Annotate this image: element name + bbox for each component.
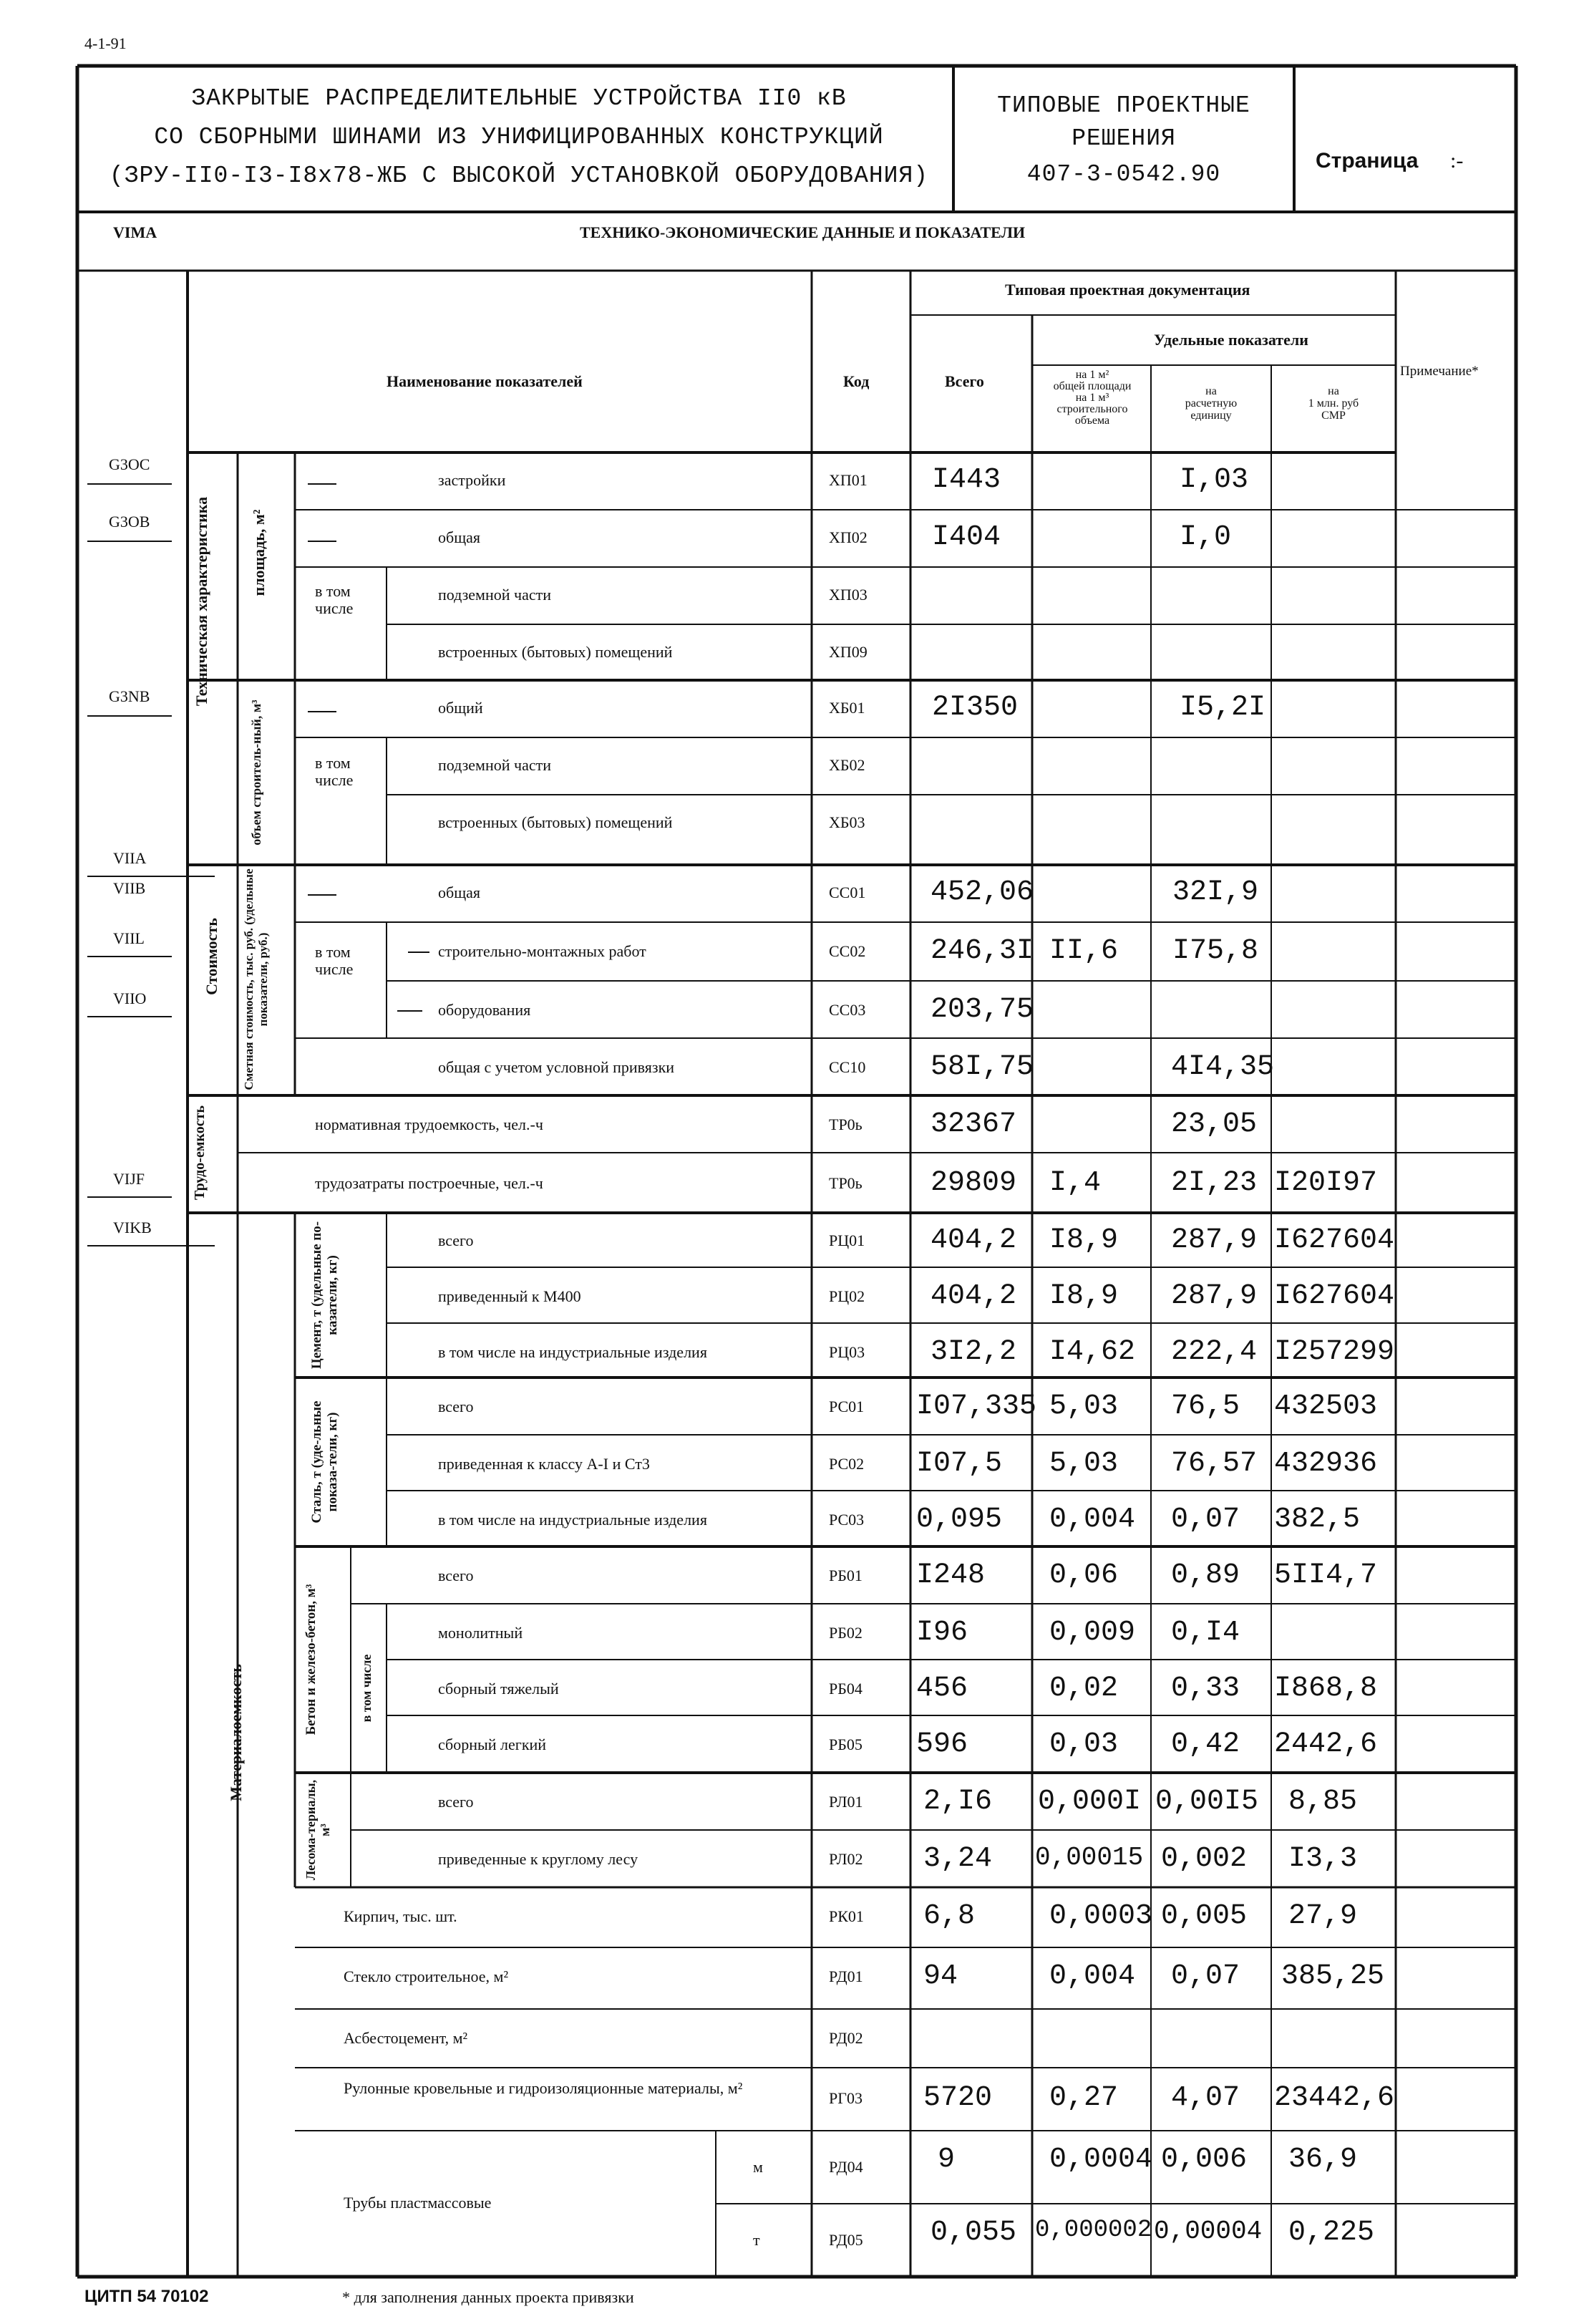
value-per-m2: 0,004 (1049, 1504, 1136, 1536)
value-total: 58I,75 (931, 1051, 1034, 1083)
row-code: СС10 (829, 1058, 866, 1076)
left-code: VIIB (113, 879, 146, 897)
value-per-mln: I627604 (1274, 1224, 1395, 1257)
value-per-m2: 0,000I (1038, 1786, 1142, 1818)
value-total: 32367 (931, 1108, 1017, 1141)
value-per-unit: 4I4,35 (1171, 1051, 1275, 1083)
header-code: Код (843, 372, 870, 390)
value-per-unit: 287,9 (1171, 1224, 1258, 1257)
value-per-unit: 2I,23 (1171, 1167, 1258, 1199)
value-per-mln: 432503 (1274, 1390, 1378, 1423)
value-total: 5720 (923, 2082, 993, 2114)
row-name: всего (438, 1567, 474, 1584)
value-total: 9 (938, 2144, 956, 2176)
value-total: 3,24 (923, 1843, 993, 1875)
value-per-m2: 0,27 (1049, 2082, 1119, 2114)
group-labor: Трудо-емкость (192, 1105, 208, 1200)
typical-line-1: ТИПОВЫЕ ПРОЕКТНЫЕ (997, 92, 1250, 119)
value-per-unit: 0,89 (1171, 1559, 1240, 1592)
row-unit-label: м (753, 2158, 763, 2176)
value-total: 6,8 (923, 1900, 976, 1932)
value-per-mln: 0,225 (1288, 2217, 1375, 2249)
value-per-mln: 8,85 (1288, 1786, 1358, 1818)
row-name: нормативная трудоемкость, чел.-ч (315, 1115, 543, 1133)
row-code: ХБ03 (829, 813, 865, 831)
value-total: 29809 (931, 1167, 1017, 1199)
group-lumber: Лесома-териалы, м³ (303, 1779, 332, 1881)
row-code: ХП01 (829, 471, 868, 489)
header-per-mln: на 1 млн. руб СМР (1308, 385, 1359, 422)
group-cost: Стоимость (203, 918, 220, 995)
value-total: 404,2 (931, 1280, 1017, 1312)
value-per-unit: 0,00004 (1154, 2217, 1263, 2246)
left-code: VIIA (113, 849, 147, 867)
value-per-unit: 76,57 (1171, 1448, 1258, 1480)
row-name: встроенных (бытовых) помещений (438, 813, 673, 831)
row-code: РГ03 (829, 2089, 863, 2107)
header-note: Примечание* (1400, 364, 1479, 379)
row-code: ТР0ь (829, 1115, 863, 1133)
value-per-mln: I3,3 (1288, 1843, 1358, 1875)
value-per-unit: 0,07 (1171, 1504, 1240, 1536)
row-code: РС02 (829, 1455, 865, 1473)
value-total: 94 (923, 1960, 958, 1993)
group-estimate: Сметная стоимость, тыс. руб. (удельные показатели, руб.) (242, 868, 270, 1090)
value-per-m2: 0,03 (1049, 1728, 1119, 1761)
group-concrete-incl: в том числе (359, 1654, 374, 1723)
left-code: G3NB (109, 687, 150, 705)
row-name: подземной части (438, 756, 552, 774)
row-code: РЛ02 (829, 1850, 863, 1868)
row-name: всего (438, 1398, 474, 1415)
value-per-mln: 23442,6 (1274, 2082, 1395, 2114)
row-code: РД02 (829, 2029, 863, 2047)
value-per-unit: 0,006 (1161, 2144, 1248, 2176)
header-name: Наименование показателей (387, 372, 583, 390)
value-total: 203,75 (931, 994, 1034, 1026)
value-per-mln: I868,8 (1274, 1672, 1378, 1705)
header-per-m2: на 1 м² общей площади на 1 м³ строительного объема (1053, 369, 1132, 427)
row-name: подземной части (438, 586, 552, 604)
value-per-unit: I5,2I (1180, 692, 1266, 724)
incl-volume: в том числе (315, 754, 354, 789)
value-per-m2: 0,0003 (1049, 1900, 1153, 1932)
value-total: 0,095 (916, 1504, 1003, 1536)
group-cement: Цемент, т (удельные по-казатели, кг) (309, 1221, 340, 1370)
value-per-m2: 0,0004 (1049, 2144, 1153, 2176)
footer-code: ЦИТП 54 70102 (84, 2287, 209, 2306)
page-label: Страница (1316, 149, 1419, 173)
value-total: I443 (932, 464, 1001, 496)
row-name: Стекло строительное, м² (344, 1967, 509, 1985)
value-total: I248 (916, 1559, 986, 1592)
value-per-m2: I8,9 (1049, 1280, 1119, 1312)
row-code: РД05 (829, 2231, 863, 2249)
row-name: оборудования (438, 1001, 531, 1019)
value-total: 404,2 (931, 1224, 1017, 1257)
row-code: СС03 (829, 1001, 866, 1019)
row-code: РЦ03 (829, 1343, 865, 1361)
group-material: Материалоемкость (227, 1664, 245, 1801)
value-total: I07,5 (916, 1448, 1003, 1480)
row-name: всего (438, 1231, 474, 1249)
row-code: СС02 (829, 942, 866, 960)
row-code: РС01 (829, 1398, 865, 1415)
row-name: Кирпич, тыс. шт. (344, 1907, 457, 1925)
row-code: РБ02 (829, 1624, 863, 1642)
value-per-unit: 76,5 (1171, 1390, 1240, 1423)
value-per-unit: 0,42 (1171, 1728, 1240, 1761)
value-total: I96 (916, 1617, 968, 1649)
value-total: 2,I6 (923, 1786, 993, 1818)
left-code: G3OB (109, 513, 150, 531)
header-typical-doc: Типовая проектная документация (1005, 281, 1250, 299)
row-unit-label: т (753, 2231, 760, 2249)
value-per-m2: 5,03 (1049, 1390, 1119, 1423)
value-per-unit: 0,33 (1171, 1672, 1240, 1705)
row-code: РЦ02 (829, 1287, 865, 1305)
value-per-unit: I,0 (1180, 521, 1232, 553)
row-code: ХП02 (829, 528, 868, 546)
header-specific: Удельные показатели (1154, 331, 1308, 349)
value-per-unit: 222,4 (1171, 1336, 1258, 1368)
value-total: 452,06 (931, 876, 1034, 909)
value-total: 2I350 (932, 692, 1019, 724)
row-name: Асбестоцемент, м² (344, 2029, 468, 2047)
row-name: общая (438, 883, 481, 901)
group-concrete: Бетон и железо-бетон, м³ (303, 1584, 319, 1735)
title-line-3: (ЗРУ-II0-I3-I8х78-ЖБ С ВЫСОКОЙ УСТАНОВКОЙ ОБОРУДОВАНИЯ) (109, 163, 929, 189)
value-per-mln: 27,9 (1288, 1900, 1358, 1932)
row-name: монолитный (438, 1624, 523, 1642)
value-total: 0,055 (931, 2217, 1017, 2249)
left-code: G3OC (109, 455, 150, 473)
value-per-unit: 0,07 (1171, 1960, 1240, 1993)
row-name: сборный тяжелый (438, 1680, 559, 1698)
left-code: VIIO (113, 989, 147, 1007)
value-per-m2: 5,03 (1049, 1448, 1119, 1480)
row-name: всего (438, 1793, 474, 1811)
value-per-unit: 32I,9 (1172, 876, 1259, 909)
value-per-unit: 0,002 (1161, 1843, 1248, 1875)
value-per-mln: 36,9 (1288, 2144, 1358, 2176)
value-per-m2: II,6 (1049, 935, 1119, 967)
title-line-1: ЗАКРЫТЫЕ РАСПРЕДЕЛИТЕЛЬНЫЕ УСТРОЙСТВА II0 кВ (191, 85, 847, 112)
row-code: РЛ01 (829, 1793, 863, 1811)
row-name: в том числе на индустриальные изделия (438, 1343, 707, 1361)
group-volume: объем строитель-ный, м³ (249, 699, 263, 846)
row-name: встроенных (бытовых) помещений (438, 643, 673, 661)
row-name: сборный легкий (438, 1735, 547, 1753)
value-per-m2: 0,00015 (1035, 1843, 1144, 1872)
row-name: в том числе на индустриальные изделия (438, 1511, 707, 1529)
value-per-mln: I627604 (1274, 1280, 1395, 1312)
value-per-mln: 382,5 (1274, 1504, 1361, 1536)
row-code: РБ04 (829, 1680, 863, 1698)
value-total: I404 (932, 521, 1001, 553)
value-per-m2: 0,000002 (1035, 2217, 1152, 2244)
incl-cost: в том числе (315, 943, 354, 978)
value-per-unit: 4,07 (1171, 2082, 1240, 2114)
row-code: РД01 (829, 1967, 863, 1985)
row-code: РС03 (829, 1511, 865, 1529)
value-per-mln: 5II4,7 (1274, 1559, 1378, 1592)
row-code: РД04 (829, 2158, 863, 2176)
value-per-mln: 2442,6 (1274, 1728, 1378, 1761)
value-per-unit: I75,8 (1172, 935, 1259, 967)
left-code: VIJF (113, 1170, 145, 1188)
row-name: Трубы пластмассовые (344, 2194, 492, 2212)
row-name: трудозатраты построечные, чел.-ч (315, 1174, 543, 1192)
row-code: РБ01 (829, 1567, 863, 1584)
row-code: ХБ01 (829, 699, 865, 717)
typical-line-2: РЕШЕНИЯ (1072, 125, 1176, 152)
value-per-mln: 432936 (1274, 1448, 1378, 1480)
value-per-m2: 0,009 (1049, 1617, 1136, 1649)
sheet-id: 4-1-91 (84, 34, 127, 52)
value-per-m2: 0,004 (1049, 1960, 1136, 1993)
value-per-m2: I4,62 (1049, 1336, 1136, 1368)
row-name: общая (438, 528, 481, 546)
row-name: общая с учетом условной привязки (438, 1058, 675, 1076)
value-per-unit: 0,I4 (1171, 1617, 1240, 1649)
group-steel: Сталь, т (уде-льные показа-тели, кг) (309, 1400, 340, 1524)
project-number: 407-3-0542.90 (1026, 161, 1221, 188)
section-title: ТЕХНИКО-ЭКОНОМИЧЕСКИЕ ДАННЫЕ И ПОКАЗАТЕЛИ (580, 223, 1026, 241)
section-code: VIMA (113, 223, 157, 241)
row-name: приведенный к М400 (438, 1287, 581, 1305)
row-name: общий (438, 699, 483, 717)
row-code: РЦ01 (829, 1231, 865, 1249)
group-area: площадь, м² (250, 509, 268, 596)
row-code: РБ05 (829, 1735, 863, 1753)
value-total: 596 (916, 1728, 968, 1761)
value-total: 456 (916, 1672, 968, 1705)
value-per-unit: 23,05 (1171, 1108, 1258, 1141)
row-code: РК01 (829, 1907, 864, 1925)
value-per-mln: I20I97 (1274, 1167, 1378, 1199)
left-code: VIKB (113, 1219, 152, 1236)
value-per-mln: 385,25 (1281, 1960, 1385, 1993)
row-name: застройки (438, 471, 506, 489)
value-per-m2: I8,9 (1049, 1224, 1119, 1257)
row-name: строительно-монтажных работ (438, 942, 646, 960)
group-tech: Техническая характеристика (193, 496, 210, 707)
incl-area: в том числе (315, 582, 354, 617)
title-line-2: СО СБОРНЫМИ ШИНАМИ ИЗ УНИФИЦИРОВАННЫХ КОНСТРУКЦИЙ (154, 124, 884, 150)
value-total: I07,335 (916, 1390, 1037, 1423)
row-code: ХП09 (829, 643, 868, 661)
value-per-m2: I,4 (1049, 1167, 1102, 1199)
row-code: СС01 (829, 883, 866, 901)
value-per-m2: 0,02 (1049, 1672, 1119, 1705)
value-total: 3I2,2 (931, 1336, 1017, 1368)
row-code: ТР0ь (829, 1174, 863, 1192)
row-code: ХП03 (829, 586, 868, 604)
value-per-unit: 0,005 (1161, 1900, 1248, 1932)
row-code: ХБ02 (829, 756, 865, 774)
value-per-unit: 0,00I5 (1155, 1786, 1259, 1818)
value-per-unit: I,03 (1180, 464, 1249, 496)
value-per-mln: I257299 (1274, 1336, 1395, 1368)
value-per-m2: 0,06 (1049, 1559, 1119, 1592)
row-name: приведенные к круглому лесу (438, 1850, 638, 1868)
row-name: приведенная к классу А-I и Ст3 (438, 1455, 650, 1473)
left-code: VIIL (113, 929, 145, 947)
row-name: Рулонные кровельные и гидроизоляционные материалы, м² (344, 2079, 743, 2097)
value-per-unit: 287,9 (1171, 1280, 1258, 1312)
page-number: :- (1450, 149, 1464, 173)
value-total: 246,3I (931, 935, 1034, 967)
header-per-unit: на расчетную единицу (1185, 385, 1238, 422)
header-total: Всего (945, 372, 984, 390)
footer-note: * для заполнения данных проекта привязки (342, 2288, 634, 2306)
